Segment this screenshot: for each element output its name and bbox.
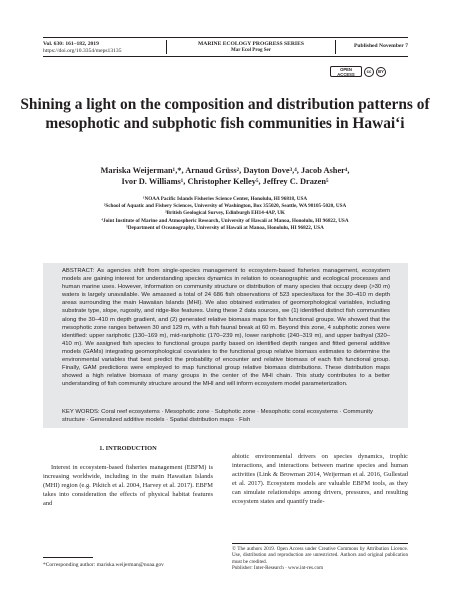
- attribution-icon[interactable]: BY: [376, 67, 386, 77]
- authors-line-1: Mariska Weijerman¹,*, Arnaud Grüss², Dayton Dove³,⁴, Jacob Asher⁴,: [100, 166, 350, 175]
- affiliation-1: ¹NOAA Pacific Islands Fisheries Science Center, Honolulu, HI 96818, USA: [142, 196, 308, 202]
- keywords-text: KEY WORDS: Coral reef ecosystems · Mesophotic zone · Subphotic zone · Mesophotic coral ecosystems · Community structure · Generalized additive models · Spatial distribution maps · Fish: [62, 409, 373, 424]
- journal-name: MARINE ECOLOGY PROGRESS SERIES: [198, 41, 304, 47]
- corresponding-author-footnote: *Corresponding author: mariska.weijerman@noaa.gov: [43, 562, 164, 568]
- affiliation-5: ⁵Department of Oceanography, University of Hawaii at Manoa, Honolulu, HI 96822, USA: [126, 224, 324, 231]
- abstract-text: ABSTRACT: As agencies shift from single-species management to ecosystem-based fisheries management, ecosystem models are gaining interest for understanding species dynamics in relation to oceanographic and ecological processes and human marine uses. However, information on community structure or distribution of many species that occupy deep (>30 m) waters is largely unavailable. We amassed a total of 24 686 fish observations of 523 species/taxa for the 30–410 m depth areas surrounding the main Hawaiian Islands (MHI). We also obtained estimates of geomorphological variables, including substrate type, slope, rugosity, and ridge-like features. Using these 2 data sources, we (1) identified distinct fish communities along the 30–410 m depth gradient, and (2) generated relative biomass maps for fish functional groups. We showed that the mesophotic zone ranges between 30 and 129 m, with a fish faunal break at 60 m. Beyond this zone, 4 subphotic zones were identified: upper rariphotic (130–169 m), mid-rariphotic (170–239 m), lower rariphotic (240–319 m), and upper bathyal (320–410 m). We assigned fish species to functional groups partly based on identified depth ranges and fitted general additive models (GAMs) integrating geomorphological covariates to the functional group relative biomass estimates to determine the environmental variables that best predict the probability of encounter and relative biomass of each fish functional group. Finally, GAM predictions were employed to map functional group relative biomass distributions. These distribution maps showed a high relative biomass of many groups in the center of the MHI chain. This study contributes to a better understanding of fish community structure around the MHI and will inform ecosystem model parameterization.: [62, 268, 390, 388]
- footnote-divider: [43, 557, 93, 558]
- left-column: [43, 437, 213, 508]
- affiliation-3: ³British Geological Survey, Edinburgh EH14-4AP, UK: [165, 210, 285, 217]
- journal-header: [43, 37, 408, 57]
- right-column: [232, 452, 408, 507]
- license-divider: [232, 543, 408, 544]
- license-note: [232, 546, 408, 571]
- paper-title: Shining a light on the composition and distribution patterns of mesophotic and subphotic fish communities in Hawai‘i: [20, 96, 430, 132]
- author-list: [40, 165, 410, 187]
- volume-info: [43, 41, 122, 54]
- intro-paragraph-left: Interest in ecosystem-based fisheries management (EBFM) is increasing worldwide, including in the main Hawaiian Islands (MHI) region (e.g. Pikitch et al. 2004, Harvey et al. 2017). EBFM takes into consideration the effects of physical habitat features and: [43, 464, 213, 508]
- creative-commons-icon[interactable]: cc: [364, 67, 374, 77]
- open-access-word1: OPEN: [340, 67, 352, 72]
- affiliations: [30, 196, 420, 232]
- license-badges: [330, 66, 386, 77]
- affiliation-2: ²School of Aquatic and Fishery Sciences, University of Washington, Box 355020, Seattle, WA 98105-5020, USA: [103, 203, 347, 210]
- published-date: Published November 7: [354, 43, 408, 49]
- authors-line-2: Ivor D. Williams¹, Christopher Kelley⁵, Jeffrey C. Drazen⁵: [121, 177, 329, 186]
- journal-name-box: [166, 40, 336, 54]
- intro-paragraph-right: abiotic environmental drivers on species dynamics, trophic interactions, and interactions between marine species and human activities (Link & Browman 2014, Weijerman et al. 2016, Gullestad et al. 2017). Ecosystem models are valuable EBFM tools, as they can simulate relationships among drivers, pressures, and resulting ecosystem states and quantify trade-: [232, 453, 408, 506]
- open-access-icon[interactable]: [330, 66, 362, 77]
- journal-abbrev: Mar Ecol Prog Ser: [231, 47, 271, 53]
- doi-link[interactable]: https://doi.org/10.3354/meps13135: [43, 47, 122, 54]
- section-heading: 1. INTRODUCTION: [99, 445, 157, 452]
- open-access-word2: ACCESS: [337, 71, 355, 77]
- license-text: © The authors 2019. Open Access under Creative Commons by Attribution Licence. Use, distribution and reproduction are unrestricted. Authors and original publication must be credited.: [232, 546, 408, 565]
- affiliation-4: ⁴Joint Institute of Marine and Atmospheric Research, University of Hawaii at Manoa, Honolulu, HI 96822, USA: [101, 217, 349, 224]
- publisher-line: Publisher: Inter-Research · www.int-res.com: [232, 564, 324, 571]
- volume-label: Vol. 630: 161–182, 2019: [43, 41, 99, 47]
